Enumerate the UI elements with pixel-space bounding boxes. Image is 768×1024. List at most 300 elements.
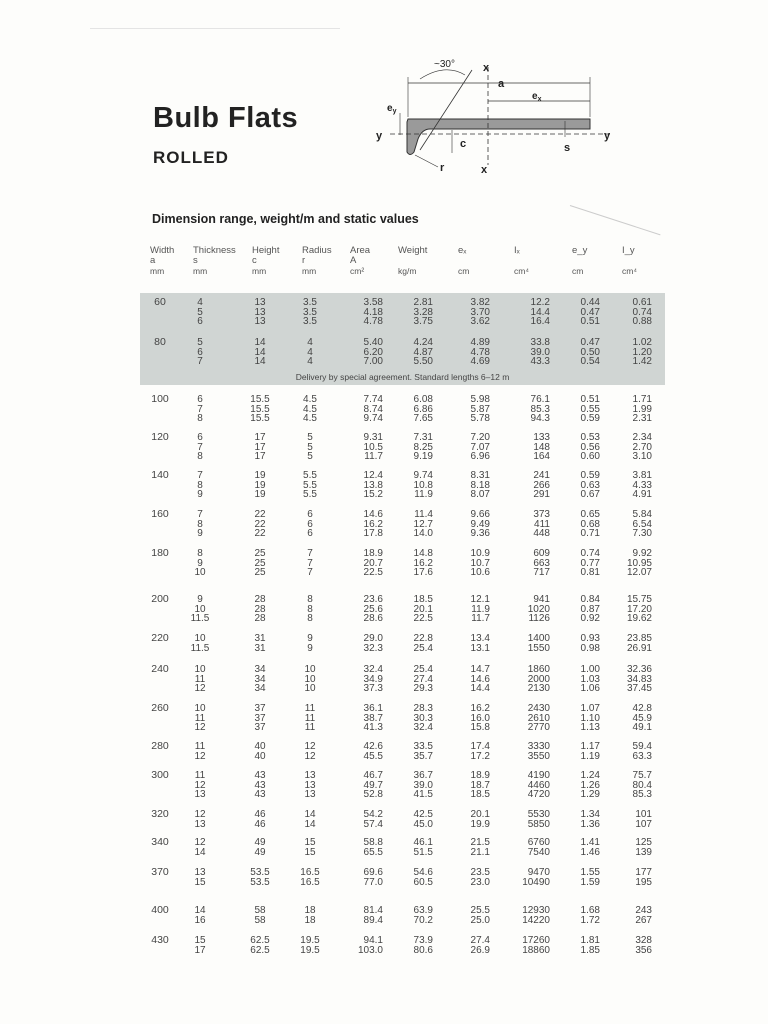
- table-value: 62.5: [250, 944, 270, 956]
- table-value: 13: [194, 789, 206, 800]
- value-cell-ex: [450, 595, 490, 624]
- scan-artifact-line: [90, 28, 340, 29]
- table-value: 11: [304, 712, 316, 724]
- table-value: 0.84: [580, 594, 600, 605]
- a-label: a: [498, 78, 505, 90]
- width-cell: 100: [151, 393, 169, 405]
- table-value: 2000: [527, 673, 550, 685]
- table-row-group: [140, 433, 665, 467]
- table-value: 31: [254, 633, 266, 644]
- table-value: 6: [307, 518, 313, 530]
- table-value: 11.7: [471, 613, 490, 624]
- x-label-top: x: [483, 62, 490, 74]
- table-value: 18.7: [470, 779, 490, 791]
- table-value: 37: [254, 712, 266, 724]
- table-value: 14: [194, 905, 206, 916]
- value-cell-ey: [560, 936, 600, 955]
- table-value: 57.4: [363, 818, 383, 830]
- table-value: 11: [194, 673, 206, 685]
- table-value: 2430: [527, 703, 550, 714]
- table-value: 0.47: [580, 306, 600, 318]
- table-value: 11.5: [190, 642, 210, 654]
- table-value: 9.36: [470, 528, 490, 539]
- table-value: 241: [533, 470, 550, 481]
- table-value: 9: [307, 633, 313, 644]
- table-value: 4.78: [363, 316, 383, 327]
- value-cell-Ix: [500, 771, 550, 800]
- table-value: 77.0: [363, 876, 383, 888]
- table-value: 1.34: [580, 809, 600, 820]
- table-value: 12.1: [470, 594, 490, 605]
- table-value: 17260: [522, 935, 550, 946]
- table-value: 4.91: [632, 489, 652, 500]
- table-value: 5.87: [470, 403, 490, 415]
- table-value: 1126: [528, 613, 550, 624]
- table-value: 5.40: [363, 337, 383, 348]
- table-value: 6: [307, 509, 313, 520]
- table-value: 103.0: [357, 944, 383, 956]
- value-cell-ey: [560, 338, 600, 367]
- table-value: 7: [307, 567, 313, 578]
- value-cell-w: [388, 433, 433, 462]
- table-value: 6: [197, 346, 203, 358]
- value-cell-Iy: [608, 665, 652, 694]
- value-cell-ey: [560, 810, 600, 829]
- value-cell-c: [245, 906, 275, 925]
- table-value: 10.5: [363, 441, 383, 453]
- value-cell-Ix: [500, 471, 550, 500]
- value-cell-c: [245, 838, 275, 857]
- value-cell-ey: [560, 395, 600, 424]
- table-value: 63.9: [413, 905, 433, 916]
- table-value: 15.5: [250, 394, 270, 405]
- table-value: 25: [254, 567, 266, 578]
- table-value: 0.67: [580, 489, 600, 500]
- table-value: 43.3: [530, 356, 550, 367]
- value-cell-w: [388, 595, 433, 624]
- value-cell-s: [175, 704, 225, 733]
- value-cell-Iy: [608, 810, 652, 829]
- table-value: 11: [304, 722, 316, 733]
- table-value: 0.81: [580, 567, 600, 578]
- table-value: 39.0: [413, 779, 433, 791]
- value-cell-ey: [560, 634, 600, 653]
- table-row-group: [140, 510, 665, 544]
- table-value: 1.13: [580, 722, 600, 733]
- table-value: 46: [254, 818, 266, 830]
- table-value: 9470: [527, 867, 550, 878]
- value-cell-ex: [450, 510, 490, 539]
- table-value: 0.44: [580, 297, 600, 308]
- table-value: 0.59: [580, 413, 600, 424]
- width-cell: 60: [154, 296, 166, 308]
- value-cell-Ix: [500, 868, 550, 887]
- table-value: 15.8: [470, 722, 490, 733]
- value-cell-w: [388, 665, 433, 694]
- value-cell-w: [388, 838, 433, 857]
- table-value: 3550: [527, 750, 550, 762]
- table-value: 2.70: [632, 441, 652, 453]
- value-cell-Ix: [500, 665, 550, 694]
- table-value: 10: [304, 673, 316, 685]
- table-value: 12: [304, 750, 316, 762]
- value-cell-w: [388, 810, 433, 829]
- table-value: 3.82: [470, 297, 490, 308]
- value-cell-r: [295, 906, 325, 925]
- value-cell-ey: [560, 471, 600, 500]
- table-value: 17.8: [363, 528, 383, 539]
- table-value: 10: [194, 703, 206, 714]
- table-value: 609: [533, 548, 550, 559]
- table-value: 0.88: [632, 316, 652, 327]
- value-cell-ex: [450, 433, 490, 462]
- table-value: 6.96: [470, 451, 490, 462]
- value-cell-Ix: [500, 433, 550, 462]
- table-value: 94.1: [363, 935, 383, 946]
- table-value: 1.55: [580, 867, 600, 878]
- table-value: 1.71: [632, 394, 652, 405]
- table-value: 32.3: [363, 642, 383, 654]
- table-value: 10: [194, 633, 206, 644]
- y-label-left: y: [376, 130, 383, 142]
- table-value: 25.0: [470, 914, 490, 926]
- table-value: 41.3: [363, 722, 383, 733]
- value-cell-w: [388, 634, 433, 653]
- table-value: 1.07: [580, 703, 600, 714]
- table-value: 5: [307, 441, 313, 453]
- table-value: 40: [254, 741, 266, 752]
- table-value: 0.55: [580, 403, 600, 415]
- table-value: 14: [304, 818, 316, 830]
- table-value: 0.54: [580, 356, 600, 367]
- value-cell-Iy: [608, 595, 652, 624]
- table-value: 42.8: [632, 703, 652, 714]
- table-value: 0.61: [632, 297, 652, 308]
- table-value: 0.92: [580, 613, 600, 624]
- bulb-flat-profile: [407, 119, 590, 155]
- value-cell-r: [295, 338, 325, 367]
- table-value: 27.4: [413, 673, 433, 685]
- table-value: 11: [304, 703, 316, 714]
- table-value: 19.62: [626, 613, 652, 624]
- table-value: 4.33: [632, 479, 652, 491]
- table-value: 14: [304, 809, 316, 820]
- table-value: 1020: [527, 603, 550, 615]
- table-value: 12: [194, 809, 206, 820]
- table-value: 13: [254, 297, 266, 308]
- value-cell-s: [175, 634, 225, 653]
- value-cell-ex: [450, 395, 490, 424]
- value-cell-Iy: [608, 742, 652, 761]
- table-value: 20.1: [413, 603, 433, 615]
- r-label: r: [440, 162, 445, 174]
- value-cell-A: [338, 510, 383, 539]
- value-cell-ey: [560, 665, 600, 694]
- table-value: 23.5: [470, 867, 490, 878]
- table-value: 26.91: [626, 642, 652, 654]
- value-cell-Iy: [608, 936, 652, 955]
- table-value: 8.18: [470, 479, 490, 491]
- table-value: 34: [254, 664, 266, 675]
- table-value: 12: [304, 741, 316, 752]
- value-cell-A: [338, 471, 383, 500]
- table-value: 54.6: [413, 867, 433, 878]
- value-cell-r: [295, 395, 325, 424]
- table-value: 3.75: [413, 316, 433, 327]
- table-value: 8: [307, 603, 313, 615]
- table-value: 15.5: [250, 403, 270, 415]
- table-value: 8: [197, 548, 203, 559]
- table-value: 15: [304, 846, 316, 858]
- value-cell-ex: [450, 704, 490, 733]
- table-value: 58: [254, 914, 266, 926]
- value-cell-s: [175, 810, 225, 829]
- table-value: 7: [197, 509, 203, 520]
- value-cell-w: [388, 510, 433, 539]
- value-cell-c: [245, 549, 275, 578]
- value-cell-Ix: [500, 838, 550, 857]
- table-value: 1550: [527, 642, 550, 654]
- table-value: 15.2: [363, 489, 383, 500]
- width-cell: 180: [151, 547, 169, 559]
- table-value: 0.77: [580, 557, 600, 569]
- table-value: 5.78: [470, 413, 490, 424]
- heading-rule: [570, 205, 661, 235]
- table-value: 19.9: [470, 818, 490, 830]
- table-value: 13: [304, 770, 316, 781]
- table-value: 12.7: [413, 518, 433, 530]
- x-label-bottom: x: [481, 164, 488, 176]
- table-value: 11.4: [414, 509, 433, 520]
- table-value: 14.6: [470, 673, 490, 685]
- value-cell-A: [338, 433, 383, 462]
- value-cell-Ix: [500, 395, 550, 424]
- table-value: 1.19: [580, 750, 600, 762]
- table-value: 70.2: [413, 914, 433, 926]
- value-cell-s: [175, 549, 225, 578]
- table-value: 4.5: [303, 413, 317, 424]
- table-value: 28: [254, 603, 266, 615]
- table-value: 139: [635, 846, 652, 858]
- table-value: 663: [533, 557, 550, 569]
- table-value: 5.5: [303, 489, 317, 500]
- table-value: 7: [307, 557, 313, 569]
- table-value: 7.30: [632, 528, 652, 539]
- value-cell-w: [388, 704, 433, 733]
- value-cell-Ix: [500, 634, 550, 653]
- table-value: 15.75: [626, 594, 652, 605]
- width-cell: 340: [151, 836, 169, 848]
- table-value: 9.74: [413, 470, 433, 481]
- s-label: s: [564, 142, 571, 154]
- table-value: 76.1: [530, 394, 550, 405]
- value-cell-A: [338, 549, 383, 578]
- col-weight: Weight kg/m: [398, 245, 428, 276]
- value-cell-ex: [450, 338, 490, 367]
- value-cell-Iy: [608, 395, 652, 424]
- table-value: 17: [194, 944, 206, 956]
- table-value: 7: [197, 470, 203, 481]
- table-value: 0.53: [580, 432, 600, 443]
- table-row-group: [140, 771, 665, 805]
- c-label: c: [460, 138, 467, 150]
- value-cell-ex: [450, 549, 490, 578]
- value-cell-ex: [450, 868, 490, 887]
- table-value: 22: [254, 509, 266, 520]
- bulb-flat-cross-section-diagram: [360, 55, 620, 180]
- table-value: 13: [254, 306, 266, 318]
- value-cell-A: [338, 868, 383, 887]
- table-value: 5: [197, 306, 203, 318]
- table-value: 8: [197, 413, 203, 424]
- value-cell-Ix: [500, 549, 550, 578]
- table-value: 32.4: [363, 664, 383, 675]
- table-value: 148: [533, 441, 550, 453]
- value-cell-c: [245, 868, 275, 887]
- value-cell-ex: [450, 838, 490, 857]
- table-value: 2.34: [632, 432, 652, 443]
- table-value: 18.9: [363, 548, 383, 559]
- table-value: 328: [635, 935, 652, 946]
- value-cell-c: [245, 742, 275, 761]
- value-cell-w: [388, 936, 433, 955]
- table-value: 4.24: [413, 337, 433, 348]
- table-value: 10: [194, 567, 206, 578]
- table-value: 10.95: [626, 557, 652, 569]
- width-cell: 280: [151, 740, 169, 752]
- table-value: 80.6: [413, 944, 433, 956]
- table-value: 13: [304, 779, 316, 791]
- table-value: 13: [194, 867, 206, 878]
- value-cell-r: [295, 742, 325, 761]
- table-value: 8.74: [363, 403, 383, 415]
- table-value: 0.71: [580, 528, 600, 539]
- value-cell-Iy: [608, 634, 652, 653]
- value-cell-A: [338, 771, 383, 800]
- table-value: 69.6: [363, 867, 383, 878]
- table-value: 3.5: [303, 306, 317, 318]
- table-value: 37: [254, 703, 266, 714]
- table-value: 1.03: [580, 673, 600, 685]
- table-value: 2130: [527, 683, 550, 694]
- table-value: 4.18: [363, 306, 383, 318]
- table-value: 25: [254, 548, 266, 559]
- table-value: 81.4: [363, 905, 383, 916]
- table-row-group: [140, 634, 665, 668]
- table-value: 0.98: [580, 642, 600, 654]
- value-cell-c: [245, 471, 275, 500]
- value-cell-s: [175, 936, 225, 955]
- table-value: 4.5: [303, 403, 317, 415]
- table-value: 13: [304, 789, 316, 800]
- table-value: 11: [194, 741, 206, 752]
- value-cell-s: [175, 665, 225, 694]
- table-value: 53.5: [250, 867, 270, 878]
- table-value: 14: [254, 337, 266, 348]
- col-iy: I_y cm⁴: [622, 245, 637, 276]
- value-cell-A: [338, 936, 383, 955]
- table-value: 9.31: [363, 432, 383, 443]
- table-value: 58: [254, 905, 266, 916]
- table-value: 34: [254, 673, 266, 685]
- value-cell-A: [338, 810, 383, 829]
- value-cell-ey: [560, 838, 600, 857]
- table-value: 22: [254, 528, 266, 539]
- table-value: 7540: [527, 846, 550, 858]
- width-cell: 240: [151, 663, 169, 675]
- table-value: 45.9: [632, 712, 652, 724]
- table-value: 7.07: [470, 441, 490, 453]
- table-value: 9: [197, 557, 203, 569]
- table-value: 0.63: [580, 479, 600, 491]
- value-cell-ey: [560, 906, 600, 925]
- table-value: 25.4: [413, 664, 433, 675]
- value-cell-A: [338, 338, 383, 367]
- table-value: 15: [304, 837, 316, 848]
- table-value: 30.3: [413, 712, 433, 724]
- table-value: 373: [533, 509, 550, 520]
- value-cell-s: [175, 395, 225, 424]
- table-value: 5.50: [413, 356, 433, 367]
- table-value: 28: [254, 613, 266, 624]
- table-value: 1.26: [580, 779, 600, 791]
- table-value: 5850: [527, 818, 550, 830]
- table-value: 4: [307, 337, 313, 348]
- table-value: 356: [635, 944, 652, 956]
- table-value: 80.4: [632, 779, 652, 791]
- value-cell-ey: [560, 771, 600, 800]
- col-radius: Radius r mm: [302, 245, 332, 276]
- value-cell-s: [175, 595, 225, 624]
- table-value: 1.10: [580, 712, 600, 724]
- table-value: 1860: [527, 664, 550, 675]
- table-value: 5: [307, 451, 313, 462]
- table-value: 11.9: [414, 489, 433, 500]
- table-value: 18: [304, 914, 316, 926]
- table-value: 9.49: [470, 518, 490, 530]
- value-cell-ey: [560, 704, 600, 733]
- table-value: 7.31: [413, 432, 433, 443]
- table-value: 17.20: [626, 603, 652, 615]
- table-value: 4460: [527, 779, 550, 791]
- value-cell-r: [295, 634, 325, 653]
- table-value: 28.6: [363, 613, 383, 624]
- table-value: 0.56: [580, 441, 600, 453]
- table-value: 25: [254, 557, 266, 569]
- table-value: 4190: [527, 770, 550, 781]
- value-cell-c: [245, 433, 275, 462]
- table-value: 25.4: [413, 642, 433, 654]
- table-value: 6.20: [363, 346, 383, 358]
- value-cell-c: [245, 634, 275, 653]
- table-value: 36.1: [363, 703, 383, 714]
- table-value: 4.5: [303, 394, 317, 405]
- table-value: 49: [254, 846, 266, 858]
- width-cell: 120: [151, 431, 169, 443]
- table-value: 12.2: [530, 297, 550, 308]
- width-cell: 200: [151, 593, 169, 605]
- table-value: 49.1: [632, 722, 652, 733]
- value-cell-r: [295, 549, 325, 578]
- table-row-group: [140, 338, 665, 372]
- angle-label: ~30°: [434, 59, 455, 70]
- value-cell-ey: [560, 510, 600, 539]
- table-value: 291: [533, 489, 550, 500]
- table-value: 45.5: [363, 750, 383, 762]
- width-cell: 160: [151, 508, 169, 520]
- table-value: 12: [194, 779, 206, 791]
- table-value: 16: [194, 914, 206, 926]
